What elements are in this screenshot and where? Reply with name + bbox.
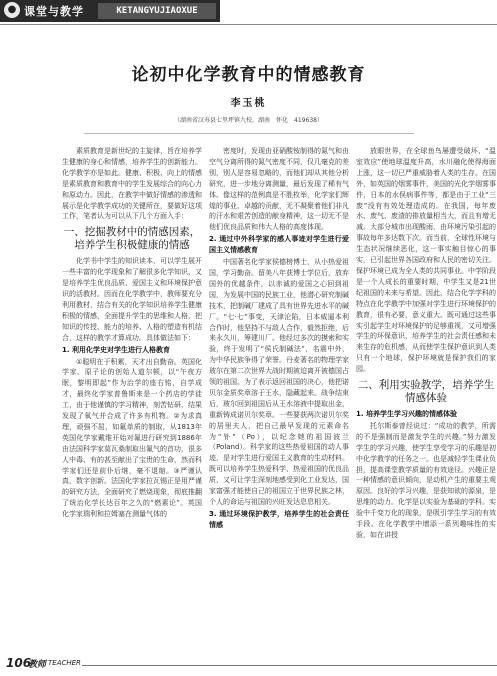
subsection-1-1-paragraph: ①聪明在于积累，天才出自勤奋。英国化学家、原子论的创始人道尔顿，以“午夜方眠，黎明即起”作为治学的座右铭，自学成才，最终化学家普鲁斯来是一个药店的学徒工，由于他谨慎的学习精神，刻苦钻研，结果发现了氧气并合成了许多有机物。②为求真理，顽强不屈，如氟单质的制取，从1813年英国化学家戴维开始对氟进行研究到1886年由法国科学家莫瓦桑制取出氟气的首功，很多人中毒、有的甚至献出了宝贵的生命，然而科学家们还是前仆后继，毫不退缩。③严谨认真，数字创新。法国化学家拉瓦锡正是用严谨的研究方法，全面研究了燃烧现象，彻底推翻了统治化学长达百年之久的“燃素论”。英国化学家瑞利和拉姆塞在测量气体的 [62, 357, 202, 519]
section-label-en: KETANGYUJIAOXUE [98, 3, 216, 19]
subsection-heading-1-1: 1. 利用化学史对学生进行人格教育 [62, 345, 170, 354]
header-divider [0, 24, 497, 25]
header-banner [0, 0, 220, 22]
text-column-2 [209, 146, 349, 532]
intro-paragraph: 素质教育是新世纪的主旋律，旨在培养学生健康的身心和情感，培养学生的创新能力。化学教学亦是如此。健康、积极、向上的情感是素质教育和教育中的学生发展综合的向心力和原动力。因此，在教学中做好情感的渗透和展示是化学教学成功的关键所在，要做好这项工作，笔者认为可以从下几个方面入手： [62, 147, 202, 221]
title-divider [84, 133, 414, 134]
subsection-1-3-paragraph: 放眼世界，在全球鱼鸟屡遭受破坏、“温室效应”使地球温度升高，水川融化使得海面上涨，这一切已严重威胁着人类的生存。在国外，如英国的烟雾事件，美国的光化学烟雾事件，日本的水俣病事件等，都是由于工业“三废”没有有效处理造成的。在我国，每年废水、废气、废渣的排放量相当大，而且有增无减。大部分城市出现酸雨，由环境污染引起的事故每年多达数下次。而当前，全球性环境与生态状况继续恶化，这一事实触目惊心的事实，已引起世界各国政府和人民的密切关注。保护环境已成为全人类的共同事业。中学阶段是一个人成长的重要时期，中学生又是21世纪祖国的未来与希望。因此，结合化学学科的特点在化学教学中加强对学生进行环境保护的教育，很有必要，意义重大。既可通过这些事实引起学生对环境保护的足够重视，又可增强学生的环保意识，培养学生的社会责任感和未来生存的危机感，从而使学生保护意识到人类只有一个地球，保护环境就是保护我们的家园。 [356, 147, 496, 374]
section-1-paragraph: 化学书中学生的知识读本，可以学生展开一些丰富的化学现象和了解很多化学知识，又是培养学生优良品质、爱国主义和环境保护意识的活教材。因而在化学教学中，教师要充分利用教材，结合有关的化学知识培养学生健康积极的情感，全面提升学生的思维和人格，把知识的传授、能力的培养、人格的塑造有机结合，这样的教学才算成功。具体做法如下： [62, 257, 202, 342]
article-author: 李玉桃 [230, 98, 267, 109]
page-footer [0, 652, 497, 676]
subsection-heading-1-3: 3. 通过环境保护教学，培养学生的社会责任情感 [209, 509, 349, 529]
section-label: 课堂与教学 [24, 5, 84, 18]
text-column-1 [62, 146, 202, 520]
author-affiliation: （湖南省汉寿县七里坪镇九校，湖南 怀化 419638） [174, 117, 323, 124]
subsection-heading-2-1: 1. 培养学生学习兴趣的情感体验 [356, 410, 457, 419]
section-heading-1: 一、挖掘教材中的情感因素，培养学生积极健康的情感 [63, 226, 201, 252]
journal-name: 教师 [28, 660, 47, 670]
footer-divider [82, 665, 497, 666]
subsection-heading-1-2: 2. 通过中外科学家的感人事迹对学生进行爱国主义情感教育 [209, 235, 349, 255]
subsection-1-1-continued: 密度时，发现由亚硝酸铵制得的氮气和由空气分离所得的氮气密度不同，仅几毫克的差别，别人是容易忽略的，而他们却从其他分析研究，进一步地分离测量，最后发现了稀有气体。像这样的范例真是不胜枚举，化学家们辉煌的事业、卓越的贡献，无不凝聚着他们非凡的汗水和艰苦创造的献身精神，这一切无不是他们优良品质和伟大人格的高度体现。 [209, 147, 349, 232]
article-title: 论初中化学教育中的情感教育 [131, 65, 366, 85]
text-column-3 [356, 146, 496, 541]
subsection-2-1-paragraph: 托尔斯泰曾经说过：“成功的教学，所需的不是强制而是激发学生的兴趣。”努力激发学生的学习兴趣，使学生享受学习的乐趣是初中化学教学的任务之一。也是减轻学生课业负担，提高课堂教学质量的有效途径。兴趣正是一种情感的意识倾向，是动机产生的重要主观原因。良好的学习兴趣，是获知欲的源泉，是思维的动力。化学是以实验为基础的学科。实验中千变万化的现象，是吸引学生学习的有效手段。在化学教学中增添一系列趣味性的实验，如在讲授 [356, 421, 496, 539]
subsection-1-2-paragraph: 中国著名化学家侯德榜博士，从小热爱祖国，学习勤奋。留美八年获博士学位后，放弃国外的优越条件，以赤诚的爱国之心回到祖国，为发展中国的民族工业，他潜心研究制碱技术，把制碱厂建成了具有世界先进水平的碱厂。“七·七”事变，天津沦陷，日本威逼本利合作时，他坚持不与敌人合作，毅然拒绝，后来永久川，筹建川厂。他经过多次的摸索和实验，终于发明了“侯氏制碱法”，名震中外，为中华民族争得了荣誉。丹麦著名的物理学家玻尔在第二次世界大战时期被迫离开被德国占领的祖国。为了表示返回祖国的决心，他把诺贝尔金质奖章溶于王水，隐藏起来。战争结束后，玻尔回到祖国后从王水溶液中提取出金，重新铸成诺贝尔奖章。一些要获两次诺贝尔奖的居里夫人，把自己最早发现的元素命名为“钋”（Po），以纪念她的祖国波兰（Poland）。科学家的这些热爱祖国的动人事迹，是对学生进行爱国主义教育的生动材料。既可以培养学生热爱科学、热爱祖国的优良品质，又可让学生深刻地感受到化工业发达，国家富强才能使自己的祖国立于世界民族之林，个人的命运与祖国的兴旺发达息息相关。 [209, 258, 349, 506]
journal-name-en: TEACHER [48, 659, 81, 667]
section-heading-2: 二、利用实验教学，培养学生情感体验 [357, 379, 495, 405]
page-number: 106 [6, 656, 32, 670]
journal-logo-icon: ● [4, 2, 20, 18]
journal-header [0, 0, 497, 28]
